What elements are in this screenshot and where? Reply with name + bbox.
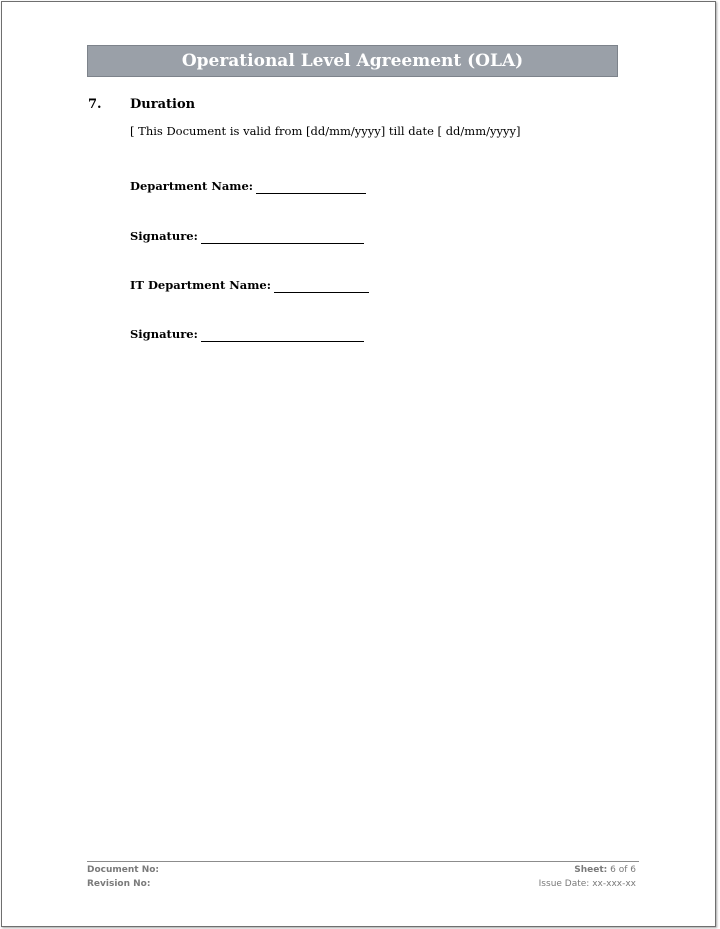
signature-label-1: Signature: xyxy=(130,229,198,243)
footer-revision-no xyxy=(87,878,150,890)
it-department-name-label: IT Department Name: xyxy=(130,278,271,292)
footer-sheet xyxy=(574,864,636,876)
issue-date-label: Issue Date: xyxy=(538,879,590,889)
document-title-bar xyxy=(87,45,618,77)
signature-row-1 xyxy=(130,228,364,244)
sheet-value: 6 of 6 xyxy=(610,865,636,875)
footer-issue-date xyxy=(539,878,636,890)
validity-statement: [ This Document is valid from [dd/mm/yyyy] till date [ dd/mm/yyyy] xyxy=(130,124,521,138)
signature-blank-2[interactable] xyxy=(201,328,364,342)
department-name-row xyxy=(130,178,366,194)
revision-no-label: Revision No: xyxy=(87,879,151,889)
issue-date-value: xx-xxx-xx xyxy=(592,879,636,889)
department-name-blank[interactable] xyxy=(256,180,366,194)
signature-label-2: Signature: xyxy=(130,327,198,341)
it-department-name-blank[interactable] xyxy=(274,279,369,293)
signature-blank-1[interactable] xyxy=(201,230,364,244)
footer-divider xyxy=(87,861,639,862)
section-number: 7. xyxy=(88,97,102,112)
document-title: Operational Level Agreement (OLA) xyxy=(181,51,524,71)
signature-row-2 xyxy=(130,326,364,342)
it-department-name-row xyxy=(130,277,369,293)
department-name-label: Department Name: xyxy=(130,179,254,193)
document-page xyxy=(1,1,716,927)
sheet-label: Sheet: xyxy=(574,865,608,875)
section-heading: Duration xyxy=(130,97,196,112)
footer-document-no xyxy=(87,864,159,876)
document-no-label: Document No: xyxy=(87,865,160,875)
